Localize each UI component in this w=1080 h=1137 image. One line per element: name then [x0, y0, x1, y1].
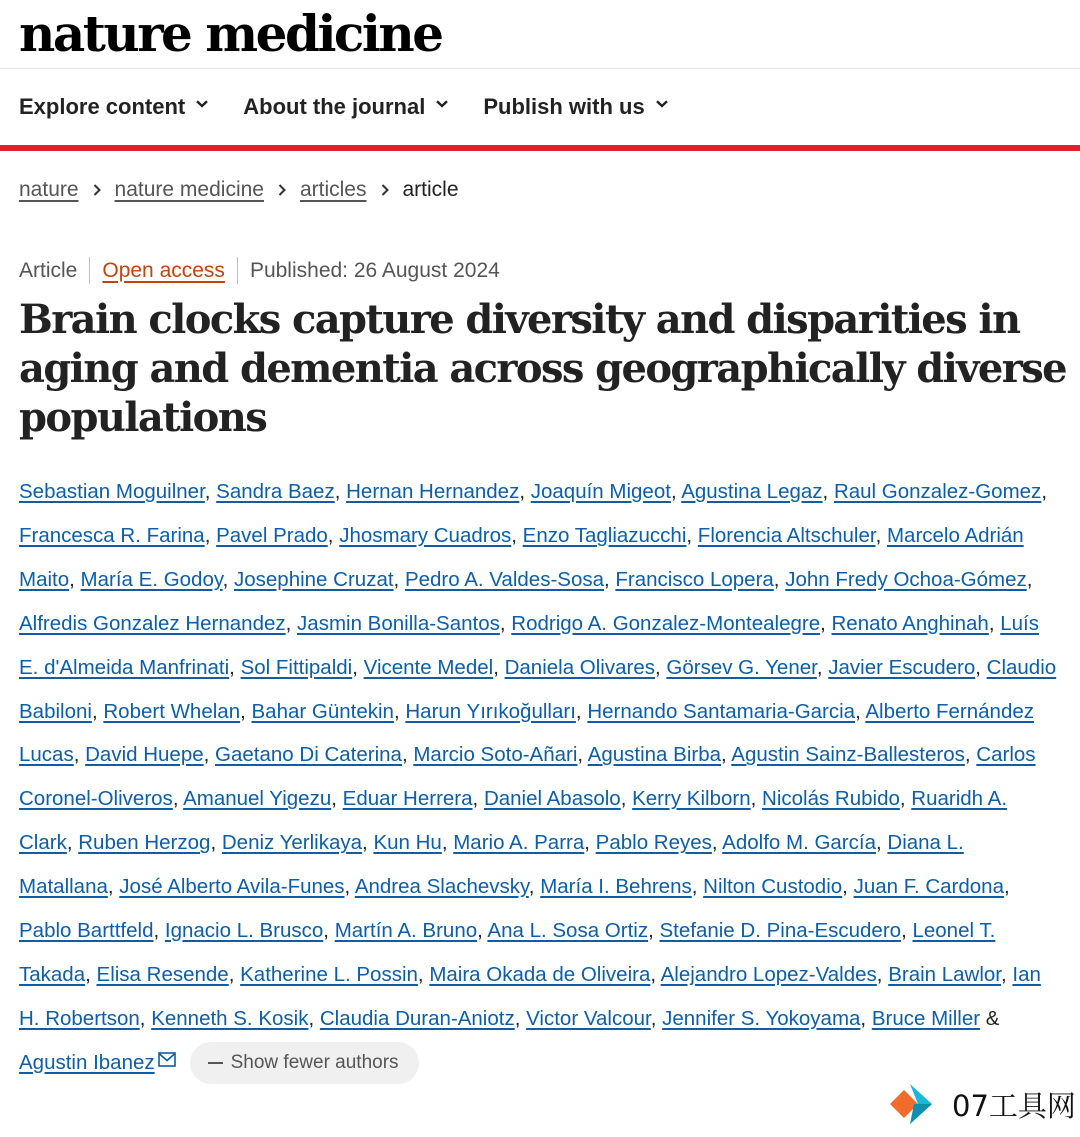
chevron-down-icon [196, 100, 206, 110]
author-link[interactable]: Ruben Herzog [78, 831, 211, 855]
chevron-right-icon [278, 184, 286, 196]
author-link[interactable]: Kenneth S. Kosik [151, 1006, 309, 1030]
author-link[interactable]: Daniel Abasolo [483, 787, 621, 811]
author-link[interactable]: Vicente Medel [363, 655, 494, 679]
nav-about-journal-label: About the journal [243, 94, 426, 119]
author-link[interactable]: Florencia Altschuler [697, 523, 876, 547]
watermark-logo [890, 1078, 946, 1130]
author-link[interactable]: Pablo Reyes [595, 831, 712, 855]
author-link[interactable]: Luís E. d'Almeida Manfrinati [19, 611, 1039, 679]
email-icon[interactable] [158, 1052, 176, 1067]
author-link[interactable]: Pablo Barttfeld [19, 919, 154, 943]
author-link[interactable]: María I. Behrens [540, 875, 692, 899]
article-title: Brain clocks capture diversity and disparities in aging and dementia across geographically diverse populations [19, 296, 1066, 441]
chevron-down-icon [656, 100, 666, 110]
author-link[interactable]: Alejandro Lopez-Valdes [660, 962, 877, 986]
breadcrumb-current: article [402, 178, 459, 201]
author-link[interactable]: Nilton Custodio [703, 875, 843, 899]
author-link[interactable]: Ruaridh A. Clark [19, 787, 1008, 855]
author-conjunction: & [985, 1006, 1000, 1030]
author-link[interactable]: Renato Anghinah [831, 611, 989, 635]
nav-publish-with-us-label: Publish with us [483, 94, 645, 119]
meta-divider [89, 257, 90, 284]
author-link[interactable]: Stefanie D. Pina-Escudero [659, 919, 902, 943]
nav-about-journal[interactable] [243, 94, 446, 120]
show-fewer-authors-label: Show fewer authors [230, 1052, 399, 1074]
author-link[interactable]: Alfredis Gonzalez Hernandez [19, 611, 286, 635]
author-link[interactable]: Francisco Lopera [615, 567, 774, 591]
author-link[interactable]: Josephine Cruzat [234, 567, 394, 591]
minus-icon [208, 1062, 223, 1064]
author-link[interactable]: Agustin Ibanez [19, 1050, 155, 1074]
chevron-right-icon [381, 184, 389, 196]
show-fewer-authors-button[interactable] [190, 1042, 419, 1084]
article-type: Article [19, 258, 78, 282]
nav-publish-with-us[interactable] [483, 94, 665, 120]
breadcrumb [19, 178, 459, 202]
author-link[interactable]: Javier Escudero [828, 655, 976, 679]
author-link[interactable]: Rodrigo A. Gonzalez-Montealegre [511, 611, 821, 635]
author-link[interactable]: Adolfo M. García [722, 831, 876, 855]
author-link[interactable]: Martín A. Bruno [334, 919, 478, 943]
author-link[interactable]: Nicolás Rubido [762, 787, 900, 811]
author-link[interactable]: Sebastian Moguilner [19, 480, 205, 503]
author-link[interactable]: Robert Whelan [103, 699, 241, 723]
chevron-right-icon [93, 184, 101, 196]
author-link[interactable]: Jasmin Bonilla-Santos [297, 611, 500, 635]
author-list: Sebastian Moguilner, Sandra Baez, Hernan Hernandez, Joaquín Migeot, Agustina Legaz, Raul Gonzalez-Gomez, Francesca R. Farina, Pavel Prado, Jhosmary Cuadros, Enzo Tagliazucchi, Florencia Altschuler, Marcelo Adrián Maito, María E. Godoy, Josephine Cruzat, Pedro A. Valdes-Sosa, Francisco Lopera, John Fredy Ochoa-Gómez, Alfredis Gonzalez Hernandez, Jasmin Bonilla-Santos, Rodrigo A. Gonzalez-Montealegre, Renato Anghinah, Luís E. d'Almeida Manfrinati, Sol Fittipaldi, Vicente Medel, Daniela Olivares, Görsev G. Yener, Javier Escudero, Claudio Babiloni, Robert Whelan, Bahar Güntekin, Harun Yırıkoğulları, Hernando Santamaria-Garcia, Alberto Fernández Lucas, David Huepe, Gaetano Di Caterina, Marcio Soto-Añari, Agustina Birba, Agustin Sainz-Ballesteros, Carlos Coronel-Oliveros, Amanuel Yigezu, Eduar Herrera, Daniel Abasolo, Kerry Kilborn, Nicolás Rubido, Ruaridh A. Clark, Ruben Herzog, Deniz Yerlikaya, Kun Hu, Mario A. Parra, Pablo Reyes, Adolfo M. García, Diana L. Matallana, José Alberto Avila-Funes, Andrea Slachevsky, María I. Behrens, Nilton Custodio, Juan F. Cardona, Pablo Barttfeld, Ignacio L. Brusco, Martín A. Bruno, Ana L. Sosa Ortiz, Stefanie D. Pina-Escudero, Leonel T. Takada, Elisa Resende, Katherine L. Possin, Maira Okada de Oliveira, Alejandro Lopez-Valdes, Brain Lawlor, Ian H. Robertson, Kenneth S. Kosik, Claudia Duran-Aniotz, Victor Valcour, Jennifer S. Yokoyama, Bruce Miller & Agustin Ibanez Show fewer authors [19, 470, 1064, 1085]
author-link[interactable]: Sol Fittipaldi [240, 655, 353, 679]
author-link[interactable]: David Huepe [85, 743, 204, 767]
nav-explore-content[interactable] [19, 94, 206, 120]
author-link[interactable]: Pedro A. Valdes-Sosa [404, 567, 604, 591]
author-link[interactable]: Pavel Prado [216, 523, 328, 547]
breadcrumb-nature[interactable]: nature [19, 178, 79, 201]
author-link[interactable]: Joaquín Migeot [530, 480, 671, 503]
author-link[interactable]: Deniz Yerlikaya [221, 831, 363, 855]
header-divider [0, 145, 1080, 151]
author-link[interactable]: Kun Hu [373, 831, 442, 855]
watermark [890, 1078, 1075, 1130]
author-link[interactable]: Harun Yırıkoğulları [405, 699, 576, 723]
author-link[interactable]: Katherine L. Possin [240, 962, 418, 986]
author-link[interactable]: Leonel T. Takada [19, 919, 996, 986]
author-link[interactable]: Claudia Duran-Aniotz [319, 1006, 515, 1030]
author-link[interactable]: Ignacio L. Brusco [164, 919, 324, 943]
author-link[interactable]: Diana L. Matallana [19, 831, 964, 899]
author-link[interactable]: Marcio Soto-Añari [413, 743, 578, 767]
author-link[interactable]: Marcelo Adrián Maito [19, 523, 1024, 591]
chevron-down-icon [436, 100, 446, 110]
author-link[interactable]: Kerry Kilborn [632, 787, 751, 811]
author-link[interactable]: Gaetano Di Caterina [215, 743, 402, 767]
author-link[interactable]: Bahar Güntekin [251, 699, 394, 723]
author-link[interactable]: Alberto Fernández Lucas [19, 699, 1035, 767]
author-link[interactable]: Raul Gonzalez-Gomez [833, 480, 1042, 503]
published-date: Published: 26 August 2024 [249, 258, 500, 282]
author-link[interactable]: José Alberto Avila-Funes [119, 875, 345, 899]
author-link[interactable]: Ana L. Sosa Ortiz [487, 919, 649, 943]
breadcrumb-nature-medicine[interactable]: nature medicine [114, 178, 264, 201]
author-link[interactable]: María E. Godoy [80, 567, 223, 591]
author-link[interactable]: John Fredy Ochoa-Gómez [785, 567, 1027, 591]
author-link[interactable]: Agustina Legaz [681, 480, 823, 503]
journal-logo[interactable]: nature medicine [19, 4, 442, 63]
author-link[interactable]: Ian H. Robertson [19, 962, 1041, 1030]
author-link[interactable]: Bruce Miller [871, 1006, 981, 1030]
nav-explore-content-label: Explore content [19, 94, 186, 119]
author-link[interactable]: Jennifer S. Yokoyama [662, 1006, 861, 1030]
author-link[interactable]: Elisa Resende [96, 962, 229, 986]
author-link[interactable]: Jhosmary Cuadros [339, 523, 512, 547]
author-link[interactable]: Eduar Herrera [342, 787, 473, 811]
breadcrumb-articles[interactable]: articles [299, 178, 367, 201]
author-link[interactable]: Brain Lawlor [888, 962, 1001, 986]
author-link[interactable]: Claudio Babiloni [19, 655, 1057, 723]
main-nav [0, 69, 1080, 145]
author-link[interactable]: Agustina Birba [587, 743, 722, 767]
author-link[interactable]: Görsev G. Yener [666, 655, 817, 679]
author-link[interactable]: Hernan Hernandez [346, 480, 520, 503]
author-link[interactable]: Carlos Coronel-Oliveros [19, 743, 1036, 811]
masthead [0, 0, 1080, 69]
article-meta [19, 257, 500, 284]
author-link[interactable]: Andrea Slachevsky [354, 875, 529, 899]
meta-divider [237, 257, 238, 284]
open-access-link[interactable]: Open access [102, 258, 225, 282]
author-link[interactable]: Enzo Tagliazucchi [522, 523, 687, 547]
author-link[interactable]: Daniela Olivares [504, 655, 655, 679]
author-link[interactable]: Juan F. Cardona [853, 875, 1004, 899]
author-link[interactable]: Victor Valcour [526, 1006, 651, 1030]
author-link[interactable]: Hernando Santamaria-Garcia [587, 699, 856, 723]
author-link[interactable]: Maira Okada de Oliveira [429, 962, 651, 986]
author-link[interactable]: Francesca R. Farina [19, 523, 205, 547]
author-link[interactable]: Sandra Baez [216, 480, 335, 503]
author-link[interactable]: Amanuel Yigezu [183, 787, 332, 811]
author-link[interactable]: Agustin Sainz-Ballesteros [731, 743, 965, 767]
author-link[interactable]: Mario A. Parra [453, 831, 585, 855]
watermark-text: 07工具网 [952, 1088, 1076, 1123]
